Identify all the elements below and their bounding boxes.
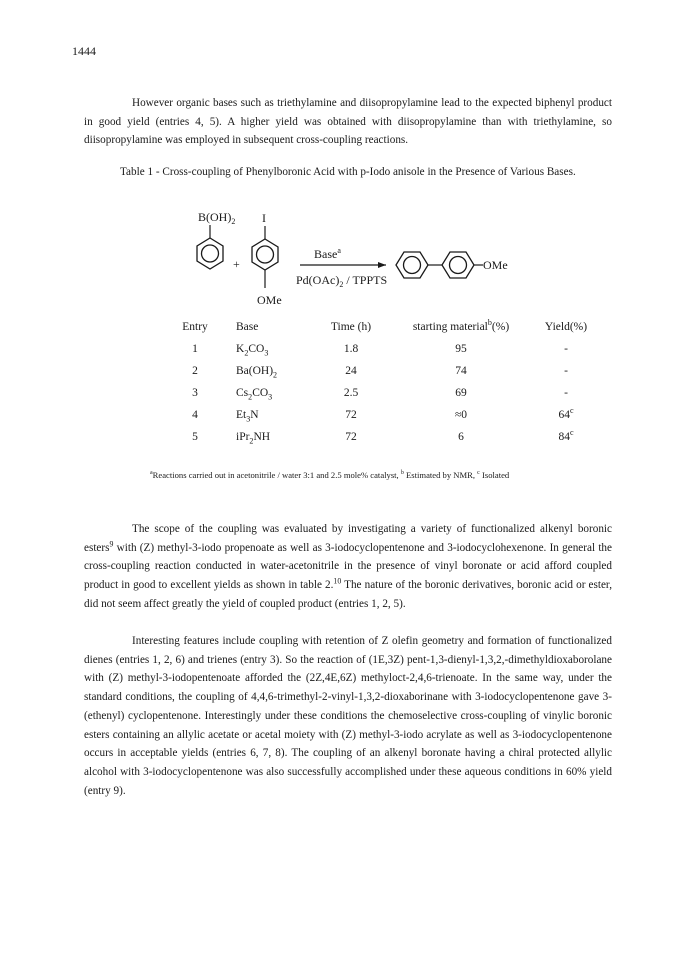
header-starting-material: starting material$^b$(%) <box>412 318 510 333</box>
table-caption: Table 1 - Cross-coupling of Phenylboronic Acid with p-Iodo anisole in the Presence of Various Bases. <box>120 166 576 178</box>
page-number: 1444 <box>72 44 96 58</box>
paragraph-bases: However organic bases such as triethylamine and diisopropylamine lead to the expected biphenyl product in good yield (entries 4, 5). A higher yield was obtained with diisopropylamine than with triethylamine, so diisopropylamine was employed in subsequent cross-coupling reactions. <box>84 97 612 147</box>
catalyst-condition: $Pd(OAc)_2$ / TPPTS <box>296 273 388 289</box>
base-cell: $Et_3N$ <box>236 409 259 424</box>
table-row: 3 $Cs_2CO_3$ 2.5 69 - <box>160 382 606 404</box>
table-row: 2 $Ba(OH)_2$ 24 74 - <box>160 360 606 382</box>
base-condition: Base$^a$ <box>314 246 341 261</box>
product-ome-label: OMe <box>483 258 508 272</box>
table-footnote: $^a$Reactions carried out in acetonitrile / water 3:1 and 2.5 mole% catalyst, $^b$ Estimated by NMR, $^c$ Isolated <box>150 470 510 480</box>
table-row: 5 iPr$_2$NH 72 6 84$^c$ <box>160 426 606 448</box>
table-row: 1 $K_2CO_3$ 1.8 95 - <box>160 338 606 360</box>
iodo-label: I <box>262 211 266 225</box>
table-row: 4 $Et_3N$ 72 ≈0 64$^c$ <box>160 404 606 426</box>
header-time: Time (h) <box>330 321 372 333</box>
paragraph-features: Interesting features include coupling with retention of Z olefin geometry and formation of functionalized dienes (entries 1, 2, 6) and trienes (entry 3). So the reaction of (1E,3Z) pent-1,3-dienyl-1,3,2,-dimethyldioxaborolane with (Z) methyl-3-iodopentenoate afforded the (2Z,4E,6Z) methyloct-2,4,6-trienoate. In the same way, under the standard conditions, the coupling of 4,4,6-trimethyl-2-vinyl-1,3,2-dioxaborinane with 3-iodocyclopentenone gave 3-(ethenyl) cyclopentenone. Interestingly under these conditions the chemoselective cross-coupling of vinylic boronic esters containing an allylic acetate or acetal moiety with (Z) methyl-3-iodo acrylate as well as 3-iodocyclopentenone occurs in acceptable yields (entries 6, 7, 8). The coupling of an alkenyl boronate having a chiral protected allylic alcohol with 3-iodocyclopentenone was also successfully accomplished under these aqueous conditions in 60% yield (entry 9). <box>84 635 612 797</box>
paragraph-scope: The scope of the coupling was evaluated by investigating a variety of functionalized alkenyl boronic esters$^9$ with (Z) methyl-3-iodo propenoate as well as 3-iodocyclopentenone and 3-iodocyclohexenone. In general the cross-coupling reaction conducted in water-acetonitrile in the presence of vinyl boronate or acid afford coupled product in good to excellent yields as shown in table 2.10 The nature of the boronic derivatives, boronic acid or ester, did not seem affect greatly the yield of coupled product (entries 1, 2, 5). <box>84 523 612 610</box>
base-cell: $K_2CO_3$ <box>236 343 269 358</box>
reactant-ome-label: OMe <box>257 293 282 307</box>
base-cell: iPr$_2$NH <box>236 431 271 446</box>
header-entry: Entry <box>182 321 208 333</box>
bases-table <box>160 316 606 448</box>
reaction-scheme <box>170 208 570 313</box>
plus-sign: + <box>233 257 240 271</box>
boronic-acid-label: $B(OH)_2$ <box>198 210 236 226</box>
table-header-row <box>160 316 606 338</box>
header-yield: Yield(%) <box>544 321 588 333</box>
header-base: Base <box>236 321 259 333</box>
base-cell: $Cs_2CO_3$ <box>236 387 273 402</box>
base-cell: $Ba(OH)_2$ <box>236 365 278 380</box>
